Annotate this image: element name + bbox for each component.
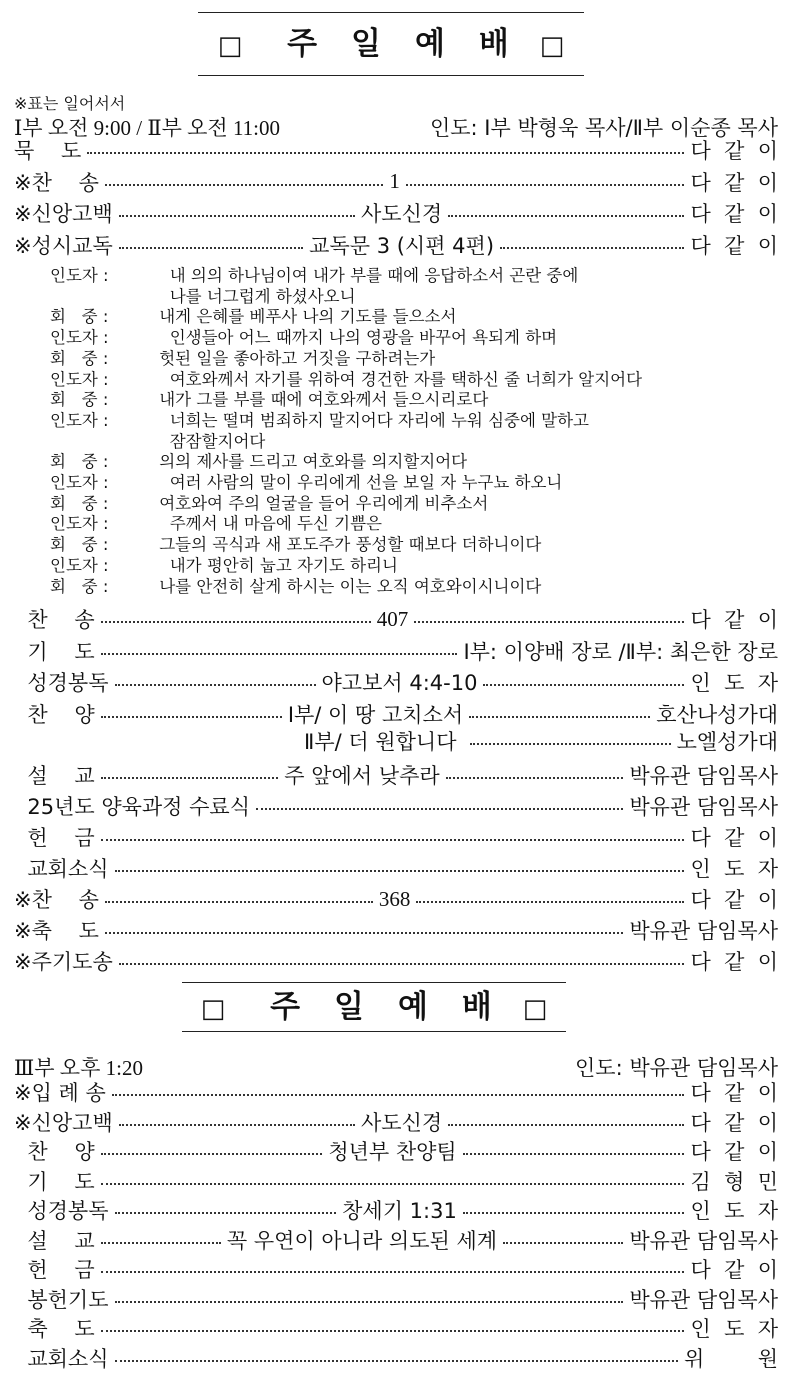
order-mid: Ⅱ부/ 더 원합니다: [304, 730, 457, 754]
page-title: [198, 12, 584, 76]
order-label: 25년도 양육과정 수료식: [14, 795, 250, 819]
order-label: ※신앙고백: [14, 202, 113, 226]
reading-text: 내가 평안히 눕고 자기도 하리니: [154, 555, 398, 575]
order-row: [14, 198, 778, 228]
reading-speaker: 인도자 :: [50, 266, 109, 285]
dot-leader: [119, 1124, 355, 1126]
order-right: 박유관 담임목사: [629, 764, 779, 788]
dot-leader: [112, 1094, 685, 1096]
order-right: 다 같 이: [690, 950, 778, 974]
dot-leader: [101, 1183, 685, 1185]
order-right: 박유관 담임목사: [629, 795, 778, 819]
order-right: 인 도 자: [690, 1199, 779, 1223]
reading-speaker: 회 중 :: [50, 535, 109, 555]
dot-leader: [115, 870, 685, 872]
dot-leader: [115, 1360, 679, 1362]
order-row: [14, 760, 778, 790]
order-right: 박유관 담임목사: [629, 1287, 778, 1312]
reading-speaker: 인도자 :: [50, 514, 109, 534]
standing-note: ※표는 일어서서: [14, 94, 126, 113]
title-text: 주일예배: [287, 26, 543, 62]
title-box-right: □: [539, 31, 565, 61]
reading-speaker: 인도자 :: [50, 369, 109, 389]
order-row: [14, 1166, 778, 1196]
order-row: [14, 230, 778, 260]
reading-text: 내 의의 하나님이여 내가 부를 때에 응답하소서 곤란 중에: [154, 266, 579, 285]
order-mid: 주 앞에서 낮추라: [284, 764, 440, 788]
order-label: 교회소식: [14, 857, 109, 881]
reading-speaker: [50, 432, 154, 453]
order-right: 다 같 이: [690, 170, 778, 195]
dot-leader: [115, 1212, 337, 1214]
order-row: [14, 1343, 778, 1373]
reading-line: [50, 287, 642, 308]
order-right: 인 도 자: [690, 857, 778, 881]
dot-leader: [416, 901, 684, 903]
dot-leader: [463, 1153, 685, 1155]
reading-line: [50, 577, 642, 598]
order-mid: 사도신경: [361, 202, 443, 226]
reading-line: [50, 307, 642, 328]
dot-leader: [414, 621, 684, 623]
order-mid: 야고보서 4:4-10: [321, 671, 478, 695]
order-right: 다 같 이: [690, 826, 778, 850]
order-mid: 407: [376, 606, 409, 631]
order-label: 설 교: [14, 1228, 95, 1253]
order-label: ※입 례 송: [14, 1081, 106, 1105]
service-times: Ⅰ부 오전 9:00 / Ⅱ부 오전 11:00: [14, 116, 281, 140]
order-row: [14, 822, 778, 852]
title2-box-right: □: [522, 994, 548, 1024]
order-right: 김 형 민: [690, 1169, 778, 1194]
order-right: 인 도 자: [690, 1317, 778, 1341]
dot-leader: [500, 247, 684, 249]
order-row: [14, 946, 778, 976]
service3-time: Ⅲ부 오후 1:20: [14, 1056, 143, 1080]
order-right: 다 같 이: [690, 608, 778, 632]
reading-line: [50, 535, 642, 556]
dot-leader: [503, 1242, 623, 1244]
reading-speaker: 인도자 :: [50, 555, 109, 575]
title2-text: 주일예배: [270, 989, 526, 1025]
dot-leader: [87, 152, 684, 154]
order-row: [14, 135, 778, 165]
order-right: 다 같 이: [690, 1140, 778, 1164]
order-right: 박유관 담임목사: [629, 1228, 779, 1253]
order-label: 성경봉독: [14, 1199, 109, 1223]
reading-line: [50, 349, 642, 370]
order-right: 박유관 담임목사: [629, 919, 778, 943]
order-mid: 창세기 1:31: [342, 1199, 457, 1223]
reading-text: 여호와여 주의 얼굴을 들어 우리에게 비추소서: [154, 493, 489, 513]
order-label: 설 교: [14, 764, 95, 788]
order-mid: 368: [378, 886, 411, 911]
service-leaders: 인도: Ⅰ부 박형욱 목사/Ⅱ부 이순종 목사: [429, 116, 778, 140]
order-label: 헌 금: [14, 826, 95, 850]
reading-text: 잠잠할지어다: [154, 431, 266, 451]
order-right: 인 도 자: [690, 671, 779, 695]
order-row: [14, 167, 778, 197]
reading-line: [50, 473, 642, 494]
order-right: 다 같 이: [690, 233, 779, 258]
order-right: 다 같 이: [690, 1081, 778, 1105]
order-label: 성경봉독: [14, 671, 109, 695]
title2-box-left: □: [200, 994, 226, 1024]
order-label: 찬 양: [14, 702, 95, 727]
order-right: Ⅰ부: 이양배 장로 /Ⅱ부: 최은한 장로: [463, 639, 778, 664]
dot-leader: [115, 684, 316, 686]
dot-leader: [406, 184, 685, 186]
order-mid: 1: [389, 169, 400, 193]
reading-text: 의의 제사를 드리고 여호와를 의지할지어다: [154, 452, 468, 472]
reading-text: 주께서 내 마음에 두신 기쁨은: [154, 514, 382, 534]
order-label: 기 도: [14, 1169, 95, 1194]
reading-speaker: 회 중 :: [50, 576, 109, 596]
order-right: 다 같 이: [690, 139, 778, 163]
order-row: [14, 884, 778, 914]
order-label: ※찬 송: [14, 888, 99, 912]
service3-leader: 인도: 박유관 담임목사: [575, 1056, 778, 1080]
reading-speaker: 회 중 :: [50, 452, 109, 472]
reading-text: 헛된 일을 좋아하고 거짓을 구하려는가: [154, 348, 436, 368]
order-row: [14, 1254, 778, 1284]
dot-leader: [448, 1124, 684, 1126]
dot-leader: [119, 247, 303, 249]
dot-leader: [448, 215, 684, 217]
dot-leader: [119, 963, 685, 965]
reading-text: 나를 안전히 살게 하시는 이는 오직 여호와이시니이다: [154, 576, 542, 596]
dot-leader: [469, 716, 650, 718]
order-label: 기 도: [14, 639, 95, 664]
order-row-choir2: [14, 726, 778, 756]
order-right: 호산나성가대: [656, 702, 779, 727]
order-mid: 사도신경: [361, 1110, 443, 1135]
reading-text: 내게 은혜를 베푸사 나의 기도를 들으소서: [154, 307, 457, 327]
reading-text: 인생들아 어느 때까지 나의 영광을 바꾸어 욕되게 하며: [154, 328, 558, 348]
order-mid: 청년부 찬양팀: [328, 1140, 457, 1164]
reading-line: [50, 370, 642, 391]
order-label: 축 도: [14, 1317, 95, 1341]
order-right: 다 같 이: [690, 888, 778, 912]
dot-leader: [101, 1242, 221, 1244]
reading-text: 너희는 떨며 범죄하지 말지어다 자리에 누워 심중에 말하고: [154, 410, 589, 430]
dot-leader: [101, 1330, 685, 1332]
order-label: ※성시교독: [14, 233, 113, 258]
dot-leader: [101, 777, 279, 779]
reading-line: [50, 452, 642, 473]
order-mid: 꼭 우연이 아니라 의도된 세계: [226, 1228, 498, 1253]
order-row: [14, 699, 778, 729]
order-label: 찬 송: [14, 608, 95, 632]
order-right: 다 같 이: [690, 1258, 778, 1282]
dot-leader: [101, 716, 282, 718]
responsive-reading: [50, 266, 642, 597]
order-label: 묵 도: [14, 139, 82, 163]
order-mid: Ⅰ부/ 이 땅 고치소서: [287, 702, 464, 727]
order-label: 찬 양: [14, 1140, 95, 1164]
order-row: [14, 1284, 778, 1314]
order-row: [14, 1313, 778, 1343]
order-row: [14, 1225, 778, 1255]
reading-speaker: 인도자 :: [50, 473, 109, 493]
reading-speaker: 인도자 :: [50, 410, 109, 430]
reading-text: 나를 너그럽게 하셨사오니: [154, 286, 356, 306]
dot-leader: [463, 1212, 685, 1214]
order-label: ※찬 송: [14, 170, 99, 195]
dot-leader: [101, 653, 458, 655]
order-row: [14, 1136, 778, 1166]
order-right: 다 같 이: [690, 202, 778, 226]
dot-leader: [256, 808, 623, 810]
order-label: ※축 도: [14, 919, 99, 943]
dot-leader: [101, 1271, 685, 1273]
order-mid: 교독문 3 (시편 4편): [309, 233, 495, 258]
reading-line: [50, 328, 642, 349]
reading-line: [50, 514, 642, 535]
reading-line: [50, 432, 642, 453]
reading-text: 내가 그를 부를 때에 여호와께서 들으시리로다: [154, 390, 489, 410]
order-row: [14, 1195, 778, 1225]
reading-text: 그들의 곡식과 새 포도주가 풍성할 때보다 더하니이다: [154, 535, 542, 555]
order-label: ※주기도송: [14, 950, 113, 974]
reading-speaker: 회 중 :: [50, 307, 109, 327]
dot-leader: [105, 184, 384, 186]
reading-text: 여호와께서 자기를 위하여 경건한 자를 택하신 줄 너희가 알지어다: [154, 369, 643, 389]
order-row: [14, 604, 778, 634]
order-row: [14, 791, 778, 821]
reading-line: [50, 266, 642, 287]
order-right: 다 같 이: [690, 1110, 778, 1135]
order-label: 헌 금: [14, 1258, 95, 1282]
order-row: [14, 1077, 778, 1107]
reading-line: [50, 556, 642, 577]
order-row: [14, 667, 778, 697]
reading-speaker: [50, 287, 154, 308]
reading-speaker: 회 중 :: [50, 390, 109, 410]
order-label: 봉헌기도: [14, 1287, 109, 1312]
order-row: [14, 1107, 778, 1137]
reading-text: 여러 사람의 말이 우리에게 선을 보일 자 누구뇨 하오니: [154, 473, 563, 493]
dot-leader: [446, 777, 624, 779]
order-label: 교회소식: [14, 1346, 109, 1371]
order-row: [14, 636, 778, 666]
title-box-left: □: [217, 31, 243, 61]
reading-line: [50, 390, 642, 411]
reading-line: [50, 411, 642, 432]
dot-leader: [483, 684, 684, 686]
dot-leader: [101, 1153, 323, 1155]
dot-leader: [105, 901, 373, 903]
order-label: ※신앙고백: [14, 1110, 113, 1135]
order-row: [14, 915, 778, 945]
order-row: [14, 853, 778, 883]
dot-leader: [101, 621, 371, 623]
dot-leader: [119, 215, 355, 217]
reading-speaker: 회 중 :: [50, 348, 109, 368]
dot-leader: [105, 932, 623, 934]
page-title-2: [182, 982, 566, 1032]
order-right: 위 원: [684, 1346, 778, 1371]
dot-leader: [115, 1301, 624, 1303]
reading-speaker: 인도자 :: [50, 328, 109, 348]
dot-leader: [101, 839, 685, 841]
order-right: 노엘성가대: [676, 730, 778, 754]
reading-line: [50, 494, 642, 515]
reading-speaker: 회 중 :: [50, 493, 109, 513]
